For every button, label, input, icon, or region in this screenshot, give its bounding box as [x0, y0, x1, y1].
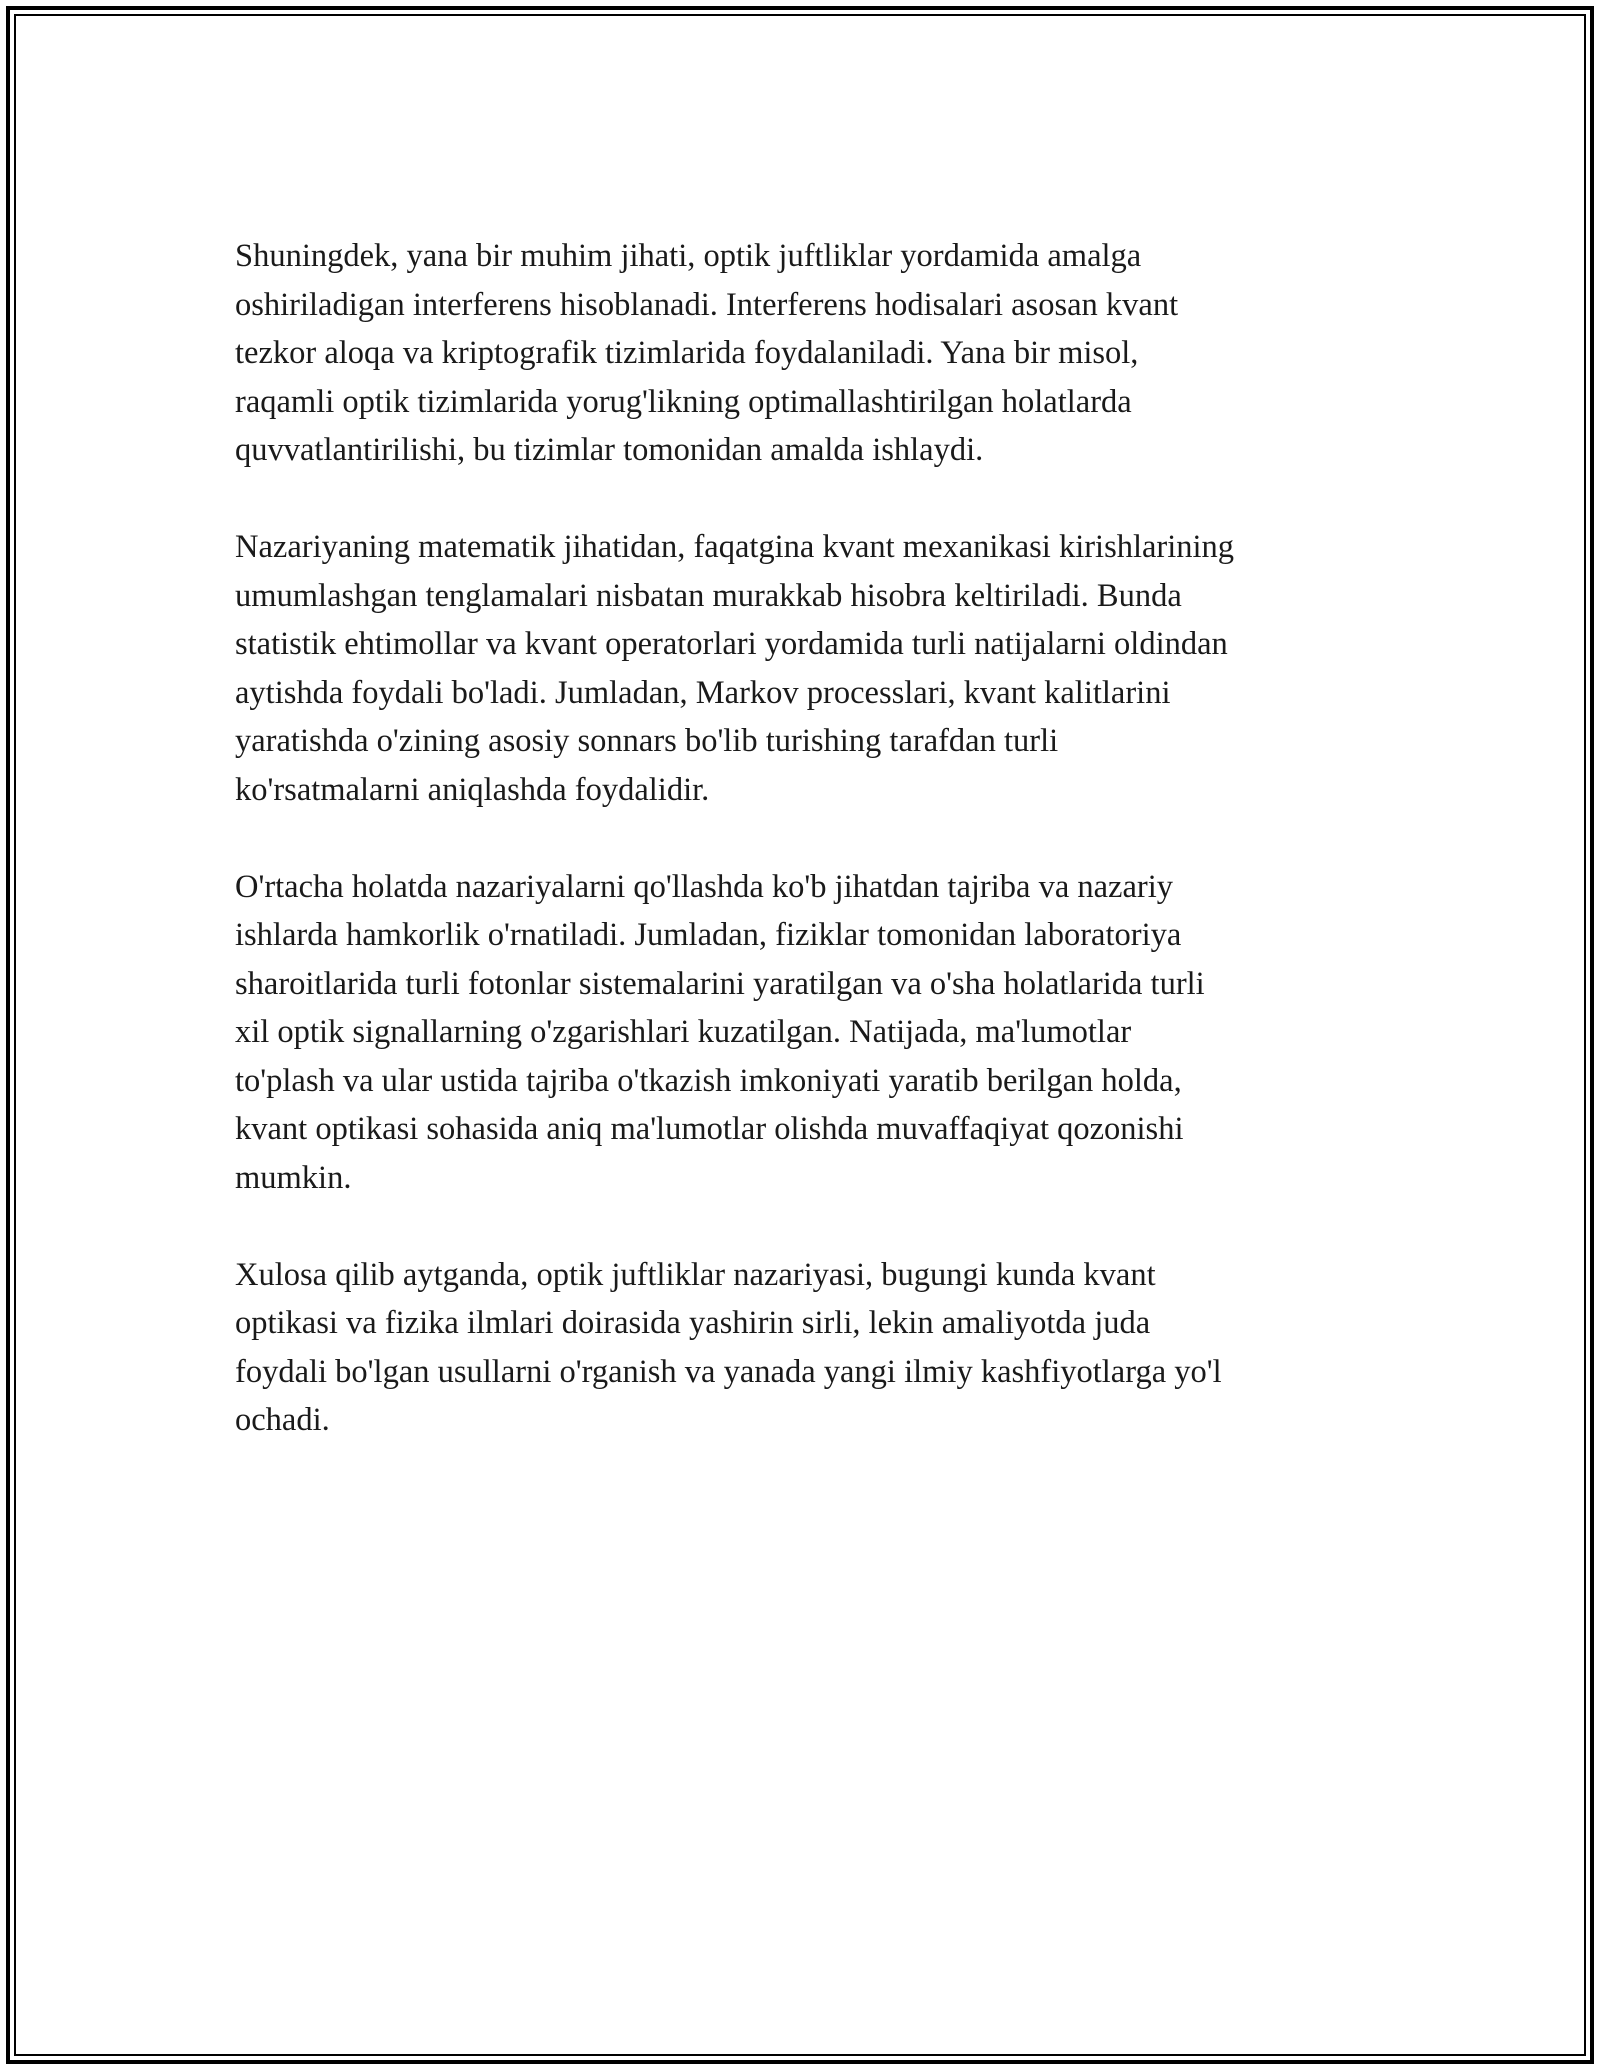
paragraph-line: ochadi. [235, 1402, 330, 1438]
paragraph-line: raqamli optik tizimlarida yorug'likning optimallashtirilgan holatlarda [235, 383, 1132, 420]
paragraph-line: ishlarda hamkorlik o'rnatiladi. Jumladan, fiziklar tomonidan laboratoriya [235, 917, 1182, 953]
paragraph-3 [235, 863, 1370, 1203]
paragraph-line: to'plash va ular ustida tajriba o'tkazish imkoniyati yaratib berilgan holda, [235, 1062, 1182, 1099]
paragraph-line: yaratishda o'zining asosiy sonnars bo'lib turishing tarafdan turli [235, 723, 1059, 759]
paragraph-line: ko'rsatmalarni aniqlashda foydalidir. [235, 771, 710, 808]
paragraph-line: aytishda foydali bo'ladi. Jumladan, Markov processlari, kvant kalitlarini [235, 674, 1171, 711]
document-body [235, 232, 1370, 1493]
paragraph-line: kvant optikasi sohasida aniq ma'lumotlar olishda muvaffaqiyat qozonishi [235, 1111, 1184, 1147]
paragraph-line: statistik ehtimollar va kvant operatorlari yordamida turli natijalarni oldindan [235, 626, 1228, 662]
paragraph-line: sharoitlarida turli fotonlar sistemalarini yaratilgan va o'sha holatlarida turli [235, 965, 1205, 1002]
paragraph-line: Shuningdek, yana bir muhim jihati, optik juftliklar yordamida amalga [235, 238, 1142, 274]
paragraph-line: umumlashgan tenglamalari nisbatan murakkab hisobra keltiriladi. Bunda [235, 577, 1182, 614]
paragraph-line: mumkin. [235, 1159, 352, 1196]
paragraph-line: xil optik signallarning o'zgarishlari kuzatilgan. Natijada, ma'lumotlar [235, 1014, 1132, 1050]
paragraph-line: Xulosa qilib aytganda, optik juftliklar nazariyasi, bugungi kunda kvant [235, 1256, 1156, 1293]
paragraph-1 [235, 232, 1370, 475]
paragraph-line: optikasi va fizika ilmlari doirasida yashirin sirli, lekin amaliyotda juda [235, 1305, 1151, 1341]
paragraph-line: oshiriladigan interferens hisoblanadi. Interferens hodisalari asosan kvant [235, 286, 1179, 323]
paragraph-4 [235, 1251, 1370, 1445]
paragraph-line: O'rtacha holatda nazariyalarni qo'llashda ko'b jihatdan tajriba va nazariy [235, 868, 1173, 905]
paragraph-line: Nazariyaning matematik jihatidan, faqatgina kvant mexanikasi kirishlarining [235, 529, 1235, 565]
paragraph-2 [235, 523, 1370, 814]
paragraph-line: foydali bo'lgan usullarni o'rganish va yanada yangi ilmiy kashfiyotlarga yo'l [235, 1353, 1222, 1390]
paragraph-line: tezkor aloqa va kriptografik tizimlarida foydalaniladi. Yana bir misol, [235, 335, 1139, 371]
paragraph-line: quvvatlantirilishi, bu tizimlar tomonidan amalda ishlaydi. [235, 432, 984, 468]
